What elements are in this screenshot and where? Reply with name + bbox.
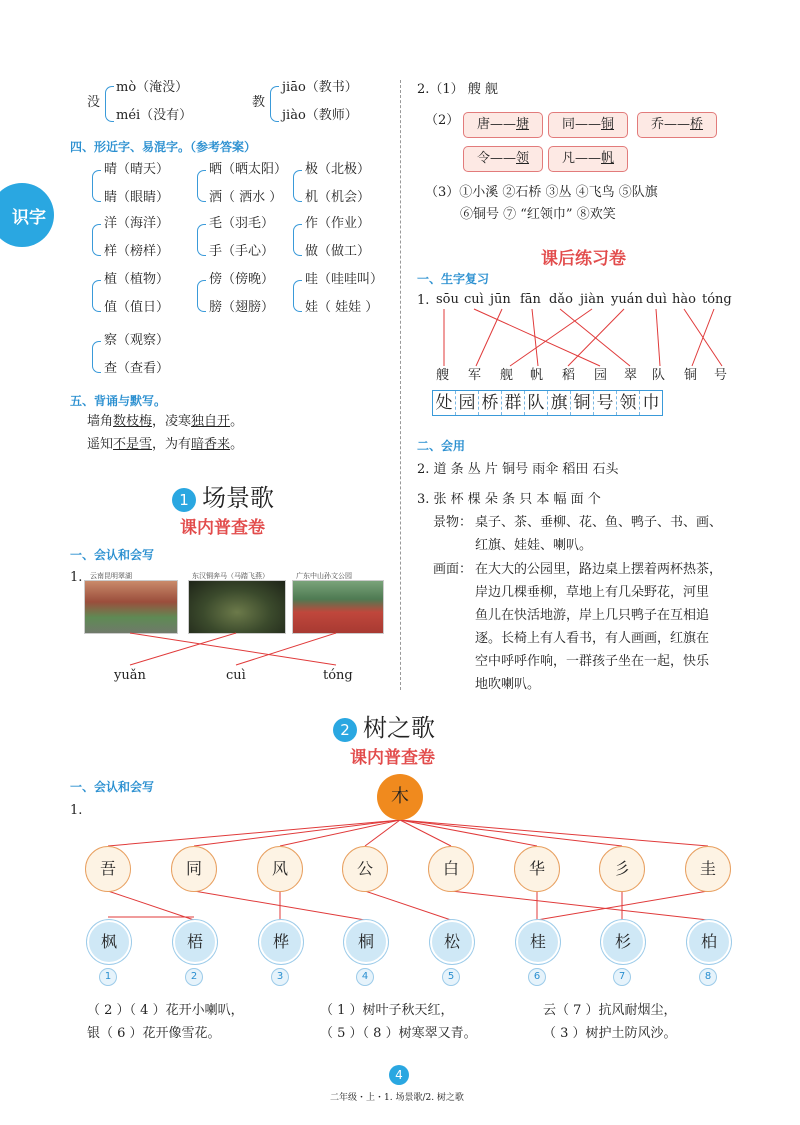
grid-cell: 群 [502, 391, 525, 415]
part-tree-line [451, 891, 708, 920]
footer-caption: 二年级・上・1. 场景歌/2. 树之歌 [330, 1093, 464, 1103]
picture-line: 在大大的公园里，路边桌上摆着两杯热茶， [475, 562, 723, 577]
picture-line: 岸边几棵垂柳，草地上有几朵野花，河里 [475, 585, 710, 600]
pair-word: 毛（羽毛） [209, 216, 275, 231]
pinyin-item: tóng [702, 292, 732, 307]
answer-1: 银（ 6 ）花开像雪花。 [87, 1026, 221, 1041]
tree-circle: 梧 [173, 920, 217, 964]
q2-3-line1: （3）①小溪 ②石桥 ③丛 ④飞鸟 ⑤队旗 [425, 185, 658, 200]
answer-1: （ 2 ）（ 4 ）花开小喇叭， [87, 1003, 244, 1018]
scene-text: 桌子、茶、垂柳、花、鱼、鸭子、书、画、 [475, 515, 723, 530]
grid-cell: 领 [617, 391, 640, 415]
picture-line: 鱼儿在快活地游，岸上几只鸭子在互相追 [475, 608, 710, 623]
photo-caption: 广东中山孙文公园 [296, 572, 352, 580]
grid-cell: 巾 [642, 393, 660, 413]
part-circle: 风 [257, 846, 303, 892]
part-tree-line [194, 891, 365, 920]
column-divider [400, 80, 401, 690]
poem-text: ，凌寒 [152, 414, 192, 429]
side-tab-label: 识字 [12, 208, 46, 228]
section-a-title: 一、生字复习 [417, 272, 490, 286]
brace [293, 280, 302, 312]
pinyin-option: tóng [323, 668, 353, 683]
section-5-title: 五、背诵与默写。 [70, 394, 167, 408]
pair-word: 察（观察） [104, 333, 170, 348]
grid-cell: 桥 [479, 391, 502, 415]
picture-line: 空中呼呼作响，一群孩子坐在一起，快乐 [475, 654, 710, 669]
box-dash: —— [664, 117, 690, 132]
question-number: 1. [70, 570, 83, 585]
poem-text: 。 [230, 414, 244, 429]
root-line [365, 820, 400, 846]
grid-cell: 处 [433, 391, 456, 415]
pair-word: 睛（眼睛） [104, 190, 170, 205]
pair-word: 晒（晒太阳） [209, 162, 288, 177]
box-given: 同 [561, 117, 575, 132]
root-line [400, 820, 708, 846]
tree-number: 3 [271, 968, 289, 986]
root-line [280, 820, 400, 846]
root-line [108, 820, 400, 846]
pinyin-item: cuì [464, 292, 484, 307]
tree-number: 4 [356, 968, 374, 986]
lesson-number-badge: 2 [333, 718, 357, 742]
tree-number: 2 [185, 968, 203, 986]
poly-reading: jiāo（教书） [282, 80, 358, 95]
question-number: 1. [70, 803, 83, 818]
practice-title: 课后练习卷 [541, 249, 626, 269]
part-tree-line [365, 891, 451, 920]
poly-char-1: 没 [87, 95, 101, 110]
grid-cell: 铜 [571, 391, 594, 415]
photo-bronze-horse [188, 580, 286, 634]
char-item: 军 [468, 368, 482, 383]
pair-word: 手（手心） [209, 244, 275, 259]
poem-text: 墙角 [87, 414, 114, 429]
answer-2: （ 5 ）（ 8 ）树寒翠又青。 [320, 1026, 477, 1041]
answer-2: （ 1 ）树叶子秋天红， [320, 1003, 454, 1018]
part-circle: 彡 [599, 846, 645, 892]
q2-2-label: （2） [425, 113, 460, 128]
part-circle: 华 [514, 846, 560, 892]
lesson-2-subtitle: 课内普查卷 [350, 748, 435, 768]
root-line [400, 820, 622, 846]
poly-char-2: 教 [252, 95, 266, 110]
scene-text: 红旗、娃娃、喇叭。 [475, 538, 593, 553]
grid-cell: 旗 [548, 391, 571, 415]
picture-label: 画面： [433, 562, 473, 577]
brace [293, 224, 302, 256]
pinyin-item: dǎo [549, 292, 573, 307]
poly-reading: mò（淹没） [116, 80, 189, 95]
answer-box [463, 146, 543, 172]
pinyin-item: duì [646, 292, 667, 307]
box-answer: 铜 [601, 117, 615, 132]
pair-word: 值（值日） [104, 300, 170, 315]
picture-line: 逐。长椅上有人看书，有人画画，红旗在 [475, 631, 710, 646]
answer-box [637, 112, 717, 138]
pair-word: 植（植物） [104, 272, 170, 287]
lesson-title: 场景歌 [202, 484, 274, 512]
side-tab [0, 183, 54, 247]
part-circle: 圭 [685, 846, 731, 892]
pinyin-option: yuǎn [114, 668, 146, 683]
brace [92, 170, 101, 202]
poem-answer: 暗香来 [191, 437, 231, 452]
q2-line: 2. 道 条 丛 片 铜号 雨伞 稻田 石头 [417, 462, 619, 477]
tree-circle: 桦 [259, 920, 303, 964]
tree-number: 5 [442, 968, 460, 986]
part-circle: 同 [171, 846, 217, 892]
poem-answer: 不是雪 [113, 437, 153, 452]
page-number [389, 1065, 409, 1085]
photo-caption: 东汉铜奔马（马踏飞燕） [192, 572, 269, 580]
poem-line-2 [87, 437, 243, 453]
box-dash: —— [575, 117, 601, 132]
box-answer: 塘 [516, 117, 530, 132]
picture-line: 地吹喇叭。 [475, 677, 541, 692]
answer-box [463, 112, 543, 138]
answer-box [548, 146, 628, 172]
poem-line-1 [87, 414, 243, 430]
box-answer: 领 [516, 151, 530, 166]
pair-word: 查（查看） [104, 361, 170, 376]
section-1-title: 一、会认和会写 [70, 780, 155, 794]
pair-word: 娃（ 娃娃 ） [305, 300, 379, 315]
box-answer: 帆 [601, 151, 615, 166]
question-number: 1. [417, 293, 430, 308]
pair-word: 洋（海洋） [104, 216, 170, 231]
pair-word: 样（榜样） [104, 244, 170, 259]
lesson-2-heading [333, 708, 435, 743]
tree-circle: 枫 [87, 920, 131, 964]
pair-word: 洒（ 洒水 ） [209, 190, 283, 205]
q2-1: 2.（1） 艘 舰 [417, 82, 498, 97]
poem-text: 遥知 [87, 437, 114, 452]
lesson-title: 树之歌 [363, 714, 435, 742]
box-dash: —— [490, 117, 516, 132]
grid-cell: 园 [456, 391, 479, 415]
brace [270, 86, 279, 122]
photo-caption: 云南昆明翠湖 [90, 572, 132, 580]
box-given: 凡 [561, 151, 575, 166]
part-circle: 公 [342, 846, 388, 892]
scene-label: 景物： [433, 515, 473, 530]
poem-answer: 数枝梅 [113, 414, 153, 429]
tree-number: 6 [528, 968, 546, 986]
pinyin-item: hào [672, 292, 696, 307]
part-circle: 吾 [85, 846, 131, 892]
pair-word: 晴（晴天） [104, 162, 170, 177]
char-item: 队 [652, 368, 666, 383]
poly-reading: jiào（教师） [282, 108, 358, 123]
lesson-number-badge: 1 [172, 488, 196, 512]
box-dash: —— [490, 151, 516, 166]
brace [92, 280, 101, 312]
tree-circle: 杉 [601, 920, 645, 964]
poem-answer: 独自开 [191, 414, 231, 429]
root-char: 木 [391, 786, 409, 807]
tree-circle: 柏 [687, 920, 731, 964]
box-answer: 桥 [690, 117, 704, 132]
grid-cell: 队 [525, 391, 548, 415]
section-b-title: 二、会用 [417, 439, 466, 453]
grid-cell: 号 [594, 391, 617, 415]
q2-3-line2: ⑥铜号 ⑦ “红领巾” ⑧欢笑 [460, 207, 616, 222]
char-item: 帆 [530, 368, 544, 383]
tree-number: 7 [613, 968, 631, 986]
brace [197, 280, 206, 312]
brace [105, 86, 114, 122]
pinyin-item: jiàn [580, 292, 605, 307]
lesson-1-heading [172, 478, 274, 513]
root-line [400, 820, 451, 846]
part-circle: 白 [428, 846, 474, 892]
page-number-text: 4 [395, 1068, 403, 1082]
char-item: 铜 [684, 368, 698, 383]
box-given: 唐 [476, 117, 490, 132]
q3-line: 3. 张 杯 棵 朵 条 只 本 幅 面 个 [417, 492, 601, 507]
brace [293, 170, 302, 202]
pair-word: 机（机会） [305, 190, 371, 205]
tree-number: 1 [99, 968, 117, 986]
char-item: 艘 [436, 368, 450, 383]
brace [92, 224, 101, 256]
brace [197, 224, 206, 256]
pair-word: 作（作业） [305, 216, 371, 231]
photo-park [292, 580, 384, 634]
char-item: 翠 [624, 368, 638, 383]
photo-cuihu [84, 580, 178, 634]
section-4-title: 四、形近字、易混字。（参考答案） [70, 140, 257, 154]
char-item: 号 [714, 368, 728, 383]
root-circle [377, 774, 423, 820]
section-1-title: 一、会认和会写 [70, 548, 155, 562]
char-item: 园 [594, 368, 608, 383]
brace [197, 170, 206, 202]
pair-word: 做（做工） [305, 244, 371, 259]
pinyin-option: cuì [226, 668, 246, 683]
root-line [194, 820, 400, 846]
box-dash: —— [575, 151, 601, 166]
poly-reading: méi（没有） [116, 108, 193, 123]
poem-text: 。 [230, 437, 244, 452]
tree-circle: 桂 [516, 920, 560, 964]
poem-text: ，为有 [152, 437, 192, 452]
box-given: 乔 [650, 117, 664, 132]
answer-3: 云（ 7 ）抗风耐烟尘， [543, 1003, 677, 1018]
pair-word: 哇（哇哇叫） [305, 272, 384, 287]
pinyin-item: jūn [490, 292, 511, 307]
char-grid [432, 390, 663, 416]
pair-word: 傍（傍晚） [209, 272, 275, 287]
char-item: 稻 [562, 368, 576, 383]
answer-3: （ 3 ）树护土防风沙。 [543, 1026, 677, 1041]
brace [92, 341, 101, 373]
pinyin-item: fān [520, 292, 541, 307]
pinyin-item: sōu [436, 292, 459, 307]
part-tree-line [108, 891, 194, 920]
pair-word: 膀（翅膀） [209, 300, 275, 315]
box-given: 令 [476, 151, 490, 166]
char-item: 舰 [500, 368, 514, 383]
root-line [400, 820, 537, 846]
tree-number: 8 [699, 968, 717, 986]
tree-circle: 松 [430, 920, 474, 964]
answer-box [548, 112, 628, 138]
part-tree-line [537, 891, 708, 920]
pair-word: 极（北极） [305, 162, 371, 177]
pinyin-item: yuán [611, 292, 643, 307]
tree-circle: 桐 [344, 920, 388, 964]
lesson-1-subtitle: 课内普查卷 [180, 518, 265, 538]
